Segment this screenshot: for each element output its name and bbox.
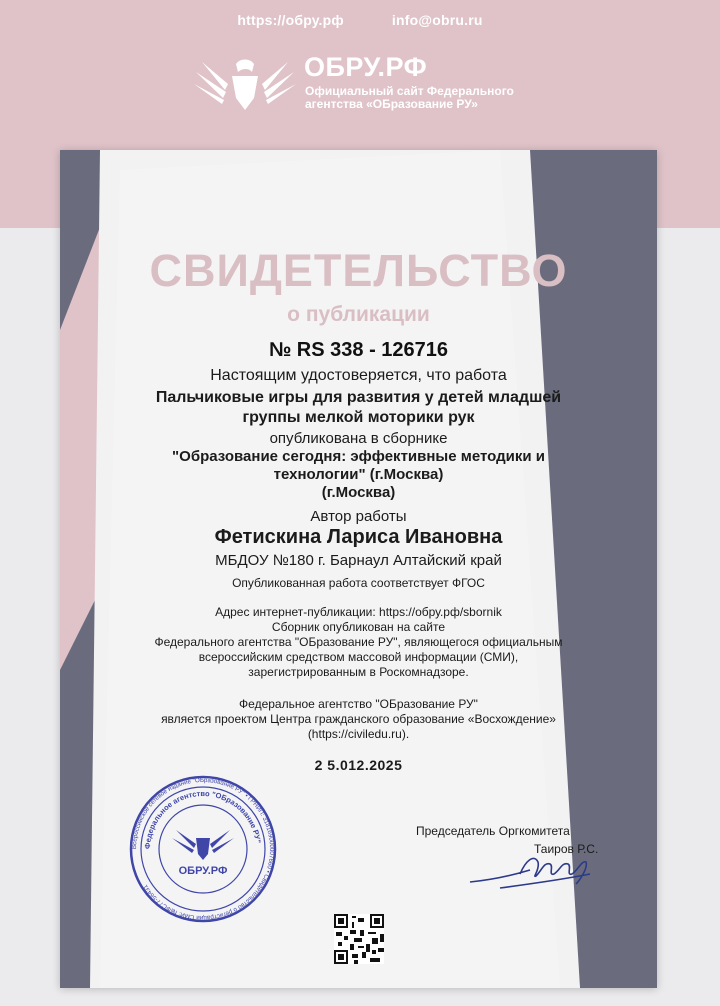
author-label: Автор работы	[310, 508, 407, 525]
published-in-text: опубликована в сборнике	[269, 430, 448, 447]
collection-title: "Образование сегодня: эффективные методики и технологии" (г.Москва)	[172, 448, 545, 483]
certificate-content	[60, 150, 657, 988]
author-name: Фетискина Лариса Ивановна	[214, 526, 503, 548]
certificate-subtitle: о публикации	[287, 303, 430, 326]
email-link[interactable]: info@obru.ru	[391, 12, 483, 28]
chairman-title: Председатель Оргкомитета	[416, 824, 570, 838]
stamp-center-text: ОБРУ.РФ	[178, 865, 228, 877]
signature-icon	[460, 840, 600, 900]
stamp-eagle-icon	[172, 830, 234, 860]
publication-address[interactable]: Адрес интернет-публикации: https://обру.рф/sbornik	[215, 605, 502, 619]
chairman-name: Таиров Р.С.	[534, 842, 599, 856]
certificate	[60, 150, 657, 988]
header-links	[0, 12, 720, 28]
issue-date: 2 5.012.2025	[314, 757, 403, 773]
collection-city: (г.Москва)	[321, 484, 396, 501]
organization: МБДОУ №180 г. Барнаул Алтайский край	[215, 552, 502, 569]
site-link[interactable]: https://обру.рф	[237, 12, 344, 28]
certificate-title: СВИДЕТЕЛЬСТВО	[149, 245, 568, 296]
work-title: Пальчиковые игры для развития у детей младшей группы мелкой моторики рук	[155, 389, 562, 426]
qr-code-icon	[334, 914, 384, 964]
fgos-note: Опубликованная работа соответствует ФГОС	[232, 576, 485, 590]
intro-text: Настоящим удостоверяется, что работа	[210, 367, 507, 384]
official-stamp	[128, 774, 278, 924]
eagle-logo-icon	[192, 54, 298, 116]
project-link[interactable]: (https://civiledu.ru).	[307, 727, 410, 741]
logo-name: ОБРУ.РФ	[304, 52, 428, 82]
certificate-number: № RS 338 - 126716	[268, 339, 449, 361]
publication-info: Адрес интернет-публикации: https://обру.рф/sbornik Сборник опубликован на сайте Федерального агентства "ОБразование РУ", являющегося официальным всероссийским средством массовой информации (СМИ), зарегистрированным в Роскомнадзоре.	[60, 605, 657, 680]
svg-text:Всероссийское сетевое издание: Всероссийское сетевое издание "ОБразование РУ" • ГРНИП: 318169000007660 • Свидетельство о регистрации СМИ: №ФС77-56431	[130, 776, 276, 922]
svg-text:Федеральное агентство "ОБразов: Федеральное агентство "ОБразование РУ"	[142, 788, 263, 850]
logo-subtitle: Официальный сайт Федерального агентства «ОБразование РУ»	[305, 84, 514, 111]
site-logo	[192, 54, 552, 116]
project-info: Федеральное агентство "ОБразование РУ" является проектом Центра гражданского образование «Восхождение» (https://civiledu.ru).	[60, 697, 657, 742]
